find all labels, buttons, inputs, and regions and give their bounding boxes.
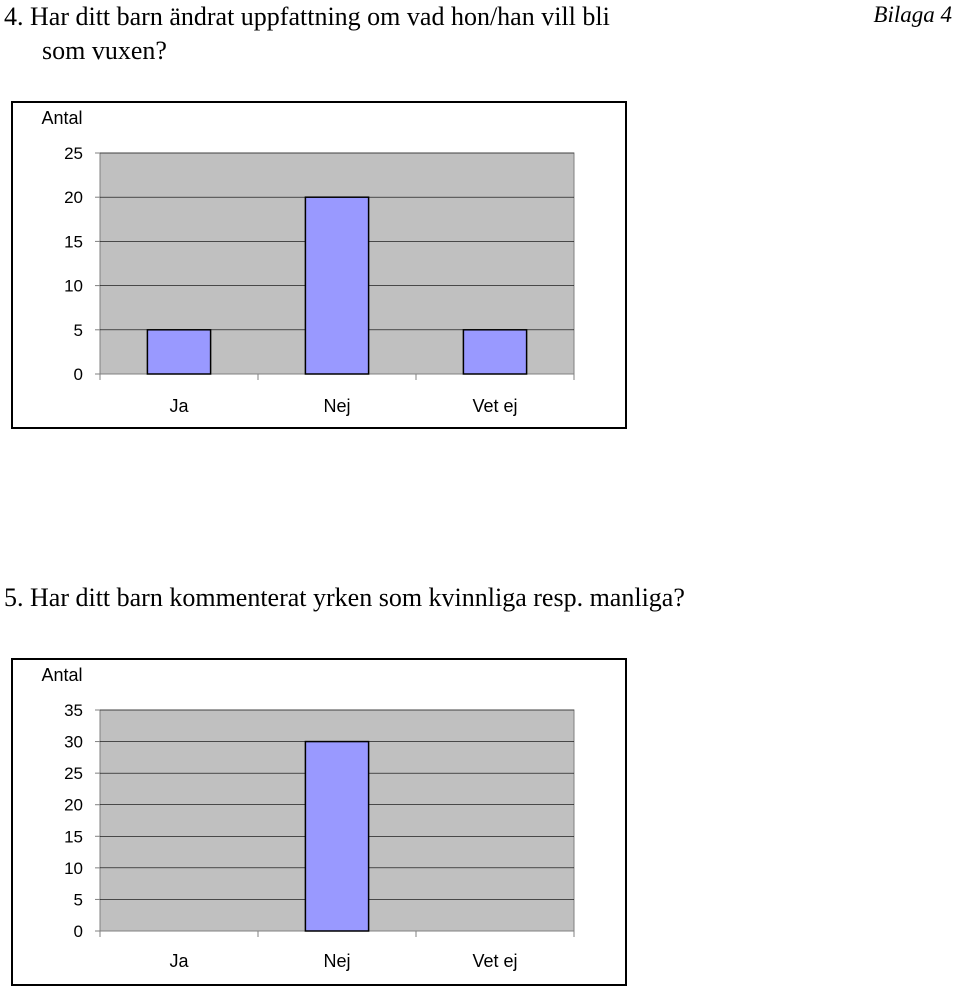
y-tick-label: 10 [64, 276, 83, 296]
y-tick-label: 5 [73, 320, 83, 340]
y-tick-label: 10 [64, 858, 83, 878]
x-category-label: Ja [169, 951, 189, 971]
y-tick-label: 0 [73, 922, 83, 941]
x-category-label: Ja [169, 396, 189, 416]
bar-vet-ej [463, 330, 526, 374]
y-tick-label: 0 [73, 365, 83, 384]
x-category-label: Nej [323, 951, 351, 971]
bar-ja [147, 330, 210, 374]
appendix-label: Bilaga 4 [873, 2, 952, 27]
bar-nej [305, 742, 368, 931]
y-axis-title: Antal [41, 665, 83, 685]
question-4-line-2: som vuxen? [42, 36, 167, 65]
x-category-label: Vet ej [472, 396, 518, 416]
chart-question-4 [11, 101, 627, 429]
x-category-label: Vet ej [472, 951, 518, 971]
y-tick-label: 15 [64, 827, 83, 847]
question-4-line-1: 4. Har ditt barn ändrat uppfattning om vad hon/han vill bli [4, 2, 610, 31]
question-5-title: 5. Har ditt barn kommenterat yrken som kvinnliga resp. manliga? [4, 583, 685, 612]
y-tick-label: 15 [64, 232, 83, 252]
y-tick-label: 20 [64, 795, 83, 815]
y-axis-title: Antal [41, 108, 83, 128]
y-tick-label: 25 [64, 764, 83, 784]
x-category-label: Nej [323, 396, 351, 416]
y-tick-label: 35 [64, 701, 83, 720]
y-tick-label: 25 [64, 144, 83, 163]
y-tick-label: 30 [64, 732, 83, 752]
bar-nej [305, 197, 368, 374]
y-tick-label: 5 [73, 890, 83, 910]
y-tick-label: 20 [64, 188, 83, 208]
chart-question-5 [11, 658, 627, 986]
